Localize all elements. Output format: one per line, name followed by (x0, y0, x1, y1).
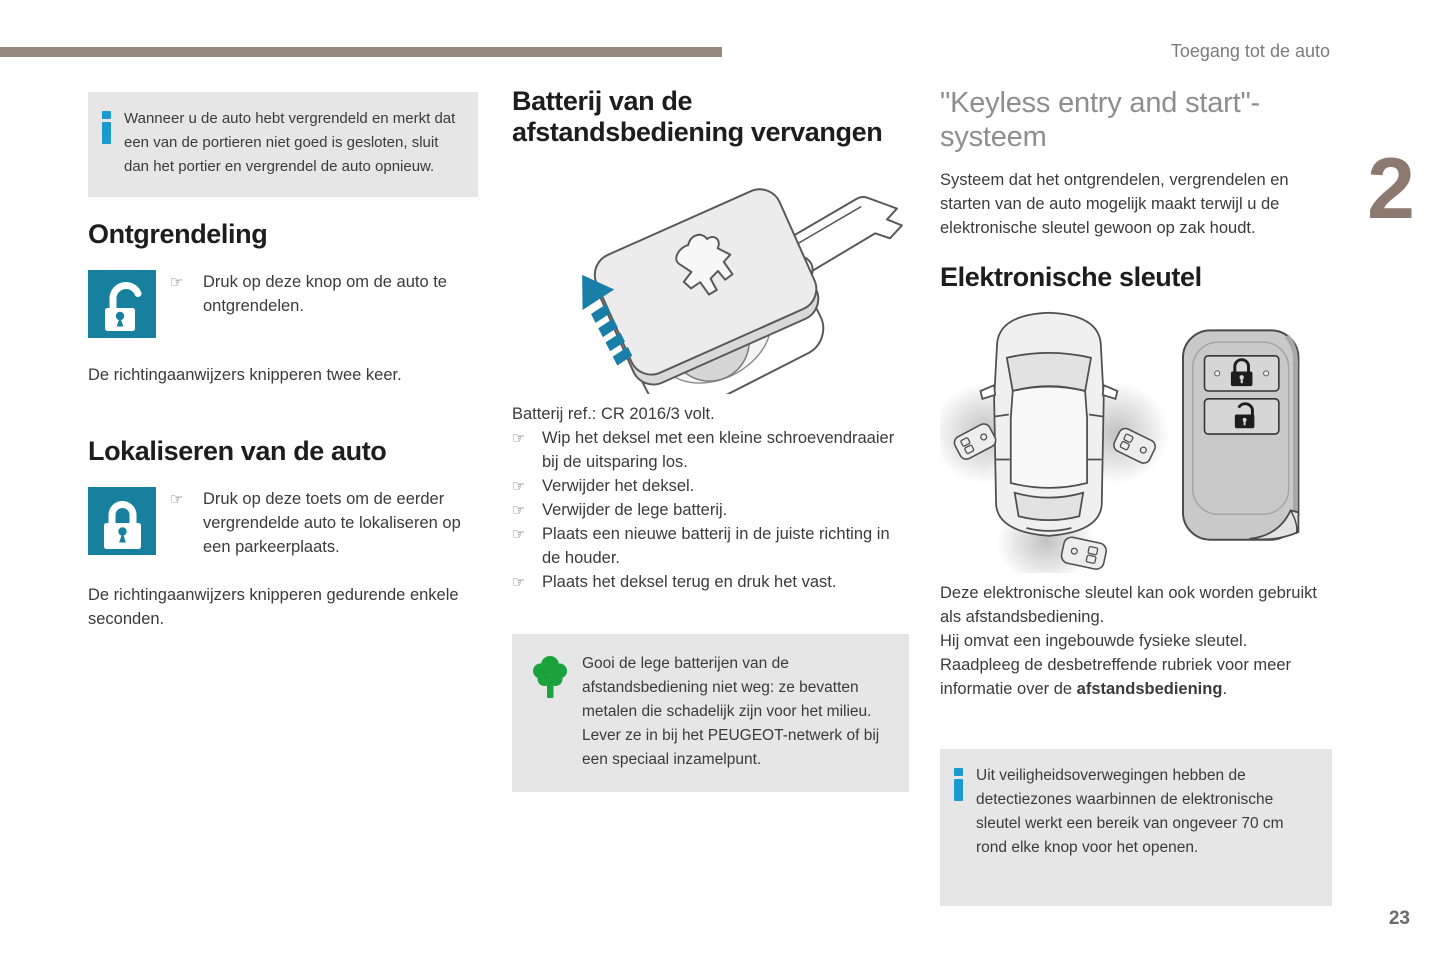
keyless-entry-illustration (940, 301, 1332, 573)
battery-steps (512, 426, 909, 594)
electronic-key-body (940, 581, 1332, 701)
detection-zone-text: Uit veiligheidsoverwegingen hebben de detectiezones waarbinnen de elektronische sleutel werkt een bereik van ongeveer 70 cm rond elke knop voor het openen. (976, 767, 1284, 856)
battery-recycling-box (512, 634, 909, 792)
pointer-hand-icon: ☞ (170, 273, 184, 291)
locate-step-text: Druk op deze toets om de eerder vergrendelde auto te lokaliseren op een parkeerplaats. (203, 490, 461, 556)
pointer-hand-icon: ☞ (512, 525, 526, 543)
left-column (88, 92, 478, 631)
unlock-row (88, 270, 478, 338)
battery-step: ☞ Verwijder het deksel. (512, 474, 909, 498)
pointer-hand-icon: ☞ (512, 429, 526, 447)
info-icon (954, 768, 964, 801)
keyless-intro: Systeem dat het ontgrendelen, vergrendelen en starten van de auto mogelijk maakt terwijl u de elektronische sleutel gewoon op zak houdt. (940, 171, 1289, 237)
pointer-hand-icon: ☞ (512, 501, 526, 519)
battery-ref: Batterij ref.: CR 2016/3 volt. (512, 405, 715, 423)
remote-key-battery-illustration (512, 154, 909, 394)
windshield (1007, 353, 1091, 391)
locate-step (170, 487, 478, 559)
page-number: 23 (1388, 908, 1410, 929)
info-icon (102, 111, 112, 144)
pointer-hand-icon: ☞ (512, 477, 526, 495)
door-warning-info-box (88, 92, 478, 197)
pointer-hand-icon: ☞ (512, 573, 526, 591)
eco-tree-icon (530, 654, 570, 700)
battery-step: ☞ Wip het deksel met een kleine schroevendraaier bij de uitsparing los. (512, 426, 909, 474)
unlock-section-title: Ontgrendeling (88, 219, 268, 249)
middle-column (512, 86, 909, 792)
battery-title-line1: Batterij van de (512, 86, 693, 116)
lock-button-icon (88, 487, 156, 555)
remote-control-bold: afstandsbediening (1076, 680, 1223, 698)
keyless-title (940, 86, 1332, 154)
detection-zone-info-box (940, 749, 1332, 906)
unlock-button-icon (88, 270, 156, 338)
battery-title-line2: afstandsbediening vervangen (512, 117, 883, 147)
electronic-key-illustration (1183, 330, 1298, 539)
battery-step: ☞ Plaats een nieuwe batterij in de juiste richting in de houder. (512, 522, 909, 570)
electronic-key-title: Elektronische sleutel (940, 262, 1202, 292)
unlock-step-text: Druk op deze knop om de auto te ontgrendelen. (203, 273, 447, 315)
battery-step: ☞ Verwijder de lege batterij. (512, 498, 909, 522)
key-body-sentence2: Hij omvat een ingebouwde fysieke sleutel. (940, 632, 1248, 650)
battery-section-title (512, 86, 909, 148)
unlock-button (1204, 399, 1278, 434)
chapter-number: 2 (1367, 141, 1415, 237)
key-body-sentence3: Raadpleeg de desbetreffende rubriek voor meer informatie over de afstandsbediening. (940, 656, 1292, 698)
car-top-view (980, 313, 1117, 536)
key-body-sentence1: Deze elektronische sleutel kan ook worden gebruikt als afstandsbediening. (940, 584, 1317, 626)
rear-window (1015, 493, 1083, 520)
roof (1011, 387, 1087, 488)
pointer-hand-icon: ☞ (170, 490, 184, 508)
chapter-color-bar (0, 47, 722, 57)
battery-step: ☞ Plaats het deksel terug en druk het vast. (512, 570, 909, 594)
right-column (940, 86, 1332, 906)
keyless-title-line1: "Keyless entry and start"- (940, 87, 1261, 119)
door-warning-text: Wanneer u de auto hebt vergrendeld en merkt dat een van de portieren niet goed is gesloten, sluit dan het portier en vergrendel de auto opnieuw. (124, 110, 456, 175)
lock-button (1204, 356, 1278, 391)
recycling-text: Gooi de lege batterijen van de afstandsbediening niet weg: ze bevatten metalen die schadelijk zijn voor het milieu. Lever ze in bij het PEUGEOT-netwerk of bij een speciaal inzamelpunt. (582, 655, 880, 768)
page-header-title: Toegang tot de auto (1170, 41, 1330, 61)
keyless-title-line2: systeem (940, 121, 1047, 153)
unlock-note: De richtingaanwijzers knipperen twee keer. (88, 366, 402, 384)
unlock-step (170, 270, 478, 318)
locate-section-title: Lokaliseren van de auto (88, 436, 387, 466)
locate-note: De richtingaanwijzers knipperen gedurende enkele seconden. (88, 586, 459, 628)
locate-row (88, 487, 478, 559)
